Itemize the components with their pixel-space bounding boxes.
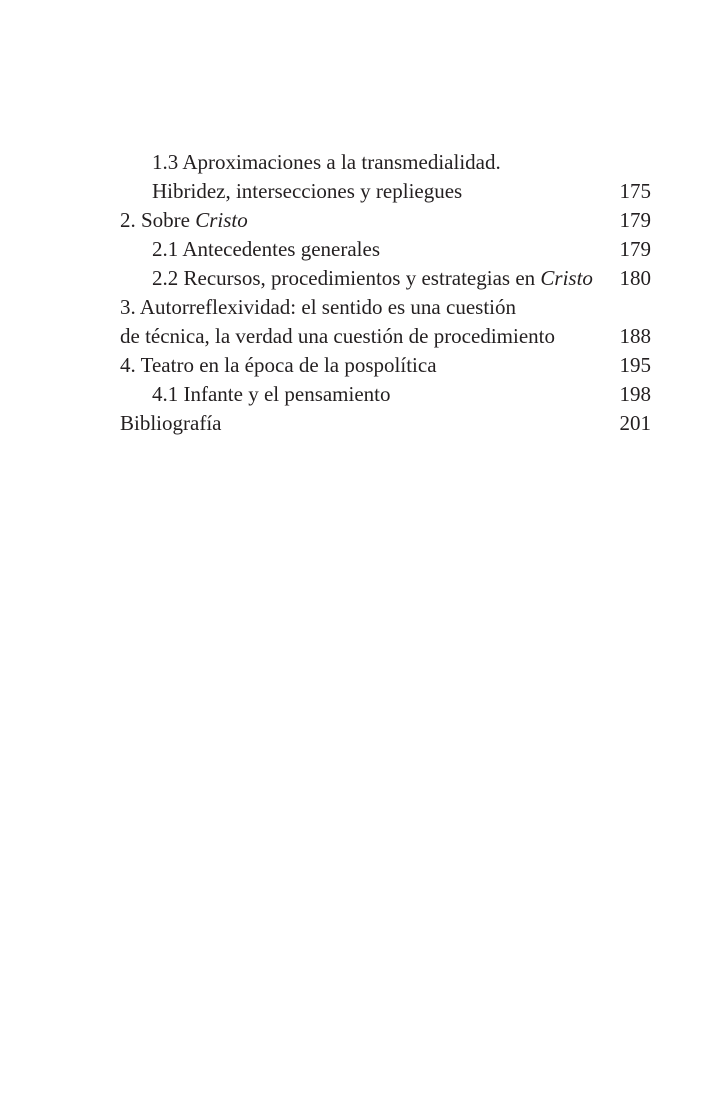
toc-entry[interactable] [120, 235, 651, 264]
toc-entry-title-italic: Cristo [540, 266, 593, 290]
toc-entry-page: 188 [619, 324, 651, 348]
toc-entry[interactable] [120, 206, 651, 235]
table-of-contents [120, 148, 651, 438]
toc-entry-title-prefix: 2.2 Recursos, procedimientos y estrategias en [152, 266, 541, 290]
toc-entry[interactable] [120, 293, 651, 322]
toc-entry[interactable] [120, 322, 651, 351]
toc-entry[interactable] [120, 177, 651, 206]
toc-entry-title [120, 206, 620, 235]
toc-entry-title: 2.1 Antecedentes generales [152, 237, 380, 261]
toc-entry[interactable] [120, 409, 651, 438]
toc-entry-page: 201 [619, 411, 651, 435]
toc-entry-page: 198 [619, 382, 651, 406]
toc-entry-page: 180 [619, 266, 651, 290]
toc-entry[interactable] [120, 148, 651, 177]
toc-entry-title-prefix: 2. Sobre [120, 208, 196, 232]
toc-entry-title: Bibliografía [120, 411, 222, 435]
toc-entry-page: 179 [619, 208, 651, 232]
toc-entry-title: Hibridez, intersecciones y repliegues [152, 179, 463, 203]
toc-entry-page: 195 [619, 353, 651, 377]
toc-entry-title: de técnica, la verdad una cuestión de procedimiento [120, 324, 555, 348]
toc-entry-page: 179 [619, 237, 651, 261]
toc-entry-title [120, 264, 620, 293]
toc-entry-page: 175 [619, 179, 651, 203]
toc-entry-title-italic: Cristo [195, 208, 248, 232]
toc-entry-title: 4. Teatro en la época de la pospolítica [120, 353, 437, 377]
toc-entry[interactable] [120, 351, 651, 380]
toc-entry-title: 3. Autorreflexividad: el sentido es una cuestión [120, 295, 516, 319]
toc-entry-title: 4.1 Infante y el pensamiento [152, 382, 391, 406]
toc-entry[interactable] [120, 380, 651, 409]
toc-entry-title: 1.3 Aproximaciones a la transmedialidad. [152, 150, 501, 174]
toc-entry[interactable] [120, 264, 651, 293]
